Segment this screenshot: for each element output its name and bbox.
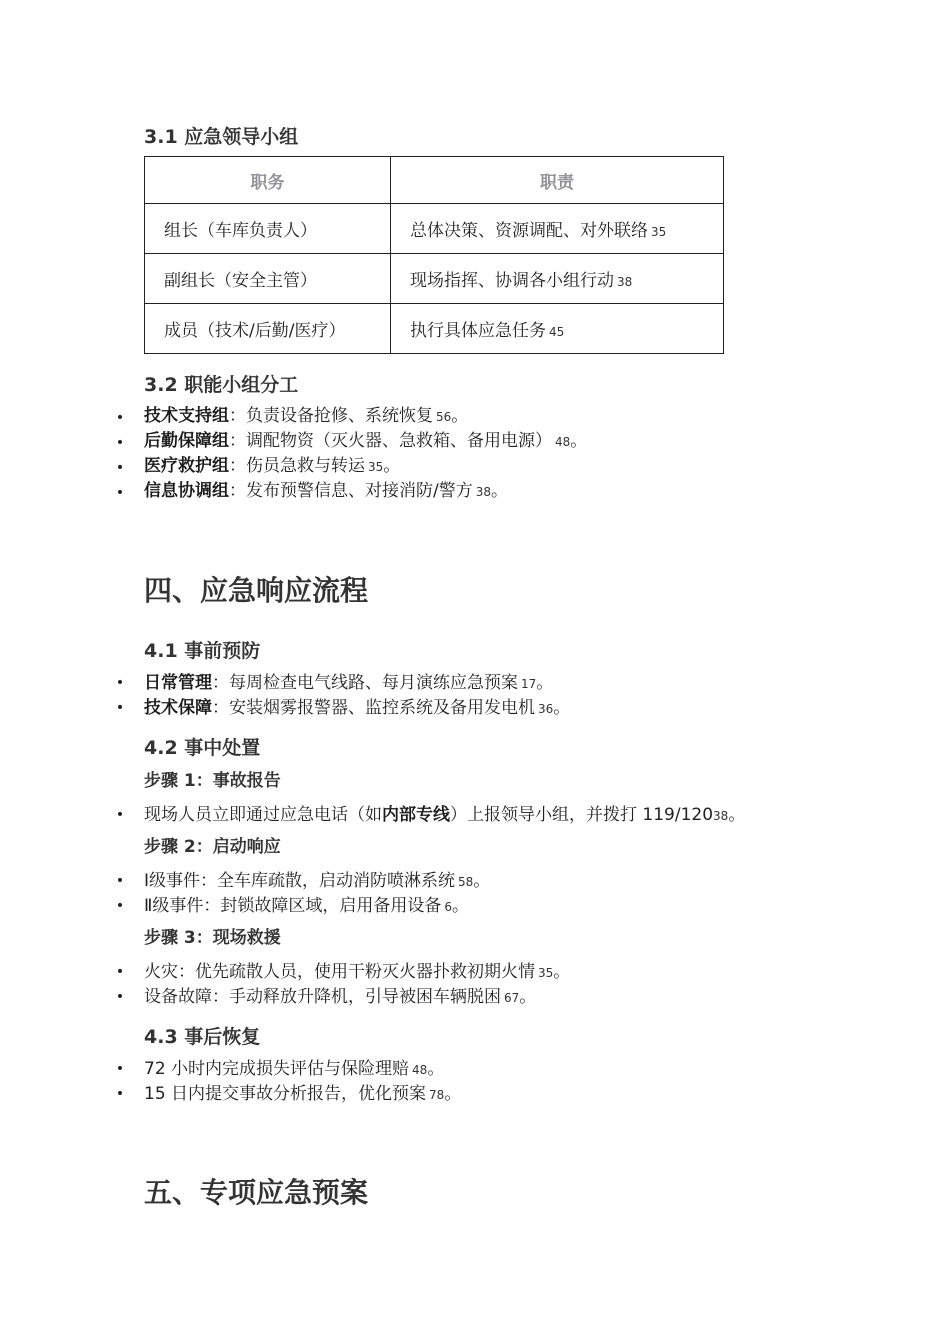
item-end: 。 (519, 987, 537, 1007)
bullet-dot: • (115, 435, 125, 451)
table-cell-duty (391, 204, 724, 254)
table-header-duty: 职责 (391, 157, 724, 204)
reference-number: 35 (651, 225, 667, 239)
list-item (115, 696, 571, 721)
section-4-1-heading: 4.1 事前预防 (144, 640, 261, 662)
step-1-heading: 步骤 1：事故报告 (144, 771, 281, 791)
section-3-1-heading: 3.1 应急领导小组 (144, 126, 299, 148)
item-end: 。 (570, 431, 588, 451)
reference-number: 38 (713, 809, 729, 823)
reference-number: 56 (436, 410, 452, 424)
item-text: 72 小时内完成损失评估与保险理赔 (144, 1059, 410, 1079)
bullet-dot: • (115, 675, 125, 691)
list-item (115, 404, 587, 429)
list-item (115, 1082, 462, 1107)
list-item (115, 803, 746, 828)
step-1-list (115, 803, 746, 828)
reference-number: 17 (521, 677, 537, 691)
list-item (115, 1057, 461, 1082)
reference-number: 48 (555, 435, 571, 449)
list-item (115, 985, 570, 1010)
duty-text: 执行具体应急任务 (410, 321, 546, 341)
step-3-heading: 步骤 3：现场救援 (144, 928, 281, 948)
table-header-role: 职务 (145, 157, 391, 204)
item-end: 。 (473, 871, 491, 891)
list-item (115, 454, 587, 479)
reference-number: 45 (549, 325, 565, 339)
table-row (145, 204, 724, 254)
table-cell-duty (391, 254, 724, 304)
bullet-dot: • (115, 1061, 125, 1077)
item-text: 火灾：优先疏散人员，使用干粉灭火器扑救初期火情 (144, 962, 535, 982)
item-text: Ⅱ级事件：封锁故障区域，启用备用设备 (144, 896, 442, 916)
bullet-dot: • (115, 964, 125, 980)
duty-text: 现场指挥、协调各小组行动 (410, 271, 614, 291)
reference-number: 38 (475, 485, 492, 499)
item-end: 。 (553, 698, 571, 718)
item-separator: ： (212, 673, 229, 693)
table-cell-duty (391, 304, 724, 354)
item-separator: ： (229, 481, 246, 501)
item-end: 。 (427, 1059, 445, 1079)
list-item (115, 671, 570, 696)
step-2-heading: 步骤 2：启动响应 (144, 837, 281, 857)
item-separator: ： (229, 406, 246, 426)
bullet-dot: • (115, 700, 125, 716)
list-item (115, 429, 588, 454)
bullet-dot: • (115, 460, 125, 476)
item-text: ）上报领导小组，并拨打 119/120 (450, 805, 714, 825)
reference-number: 35 (368, 460, 384, 474)
chapter-4-heading: 四、应急响应流程 (144, 574, 369, 607)
item-end: 。 (451, 406, 469, 426)
item-text: 负责设备抢修、系统恢复 (246, 406, 433, 426)
table-cell-role: 副组长（安全主管） (145, 254, 391, 304)
item-bold-text: 内部专线 (382, 805, 450, 825)
section-4-3-heading: 4.3 事后恢复 (144, 1026, 261, 1048)
bullet-dot: • (115, 989, 125, 1005)
step-2-list (115, 869, 491, 919)
item-end: 。 (728, 805, 746, 825)
item-end: 。 (491, 481, 509, 501)
list-item (115, 894, 490, 919)
item-label: 技术支持组 (144, 406, 229, 426)
item-text: 设备故障：手动释放升降机，引导被困车辆脱困 (144, 987, 501, 1007)
reference-number: 35 (538, 966, 554, 980)
item-label: 技术保障 (144, 698, 212, 718)
item-text: 每周检查电气线路、每月演练应急预案 (229, 673, 518, 693)
reference-number: 38 (617, 275, 633, 289)
reference-number: 48 (412, 1063, 428, 1077)
item-separator: ： (229, 456, 246, 476)
table-row (145, 304, 724, 354)
item-text: 15 日内提交事故分析报告，优化预案 (144, 1084, 427, 1104)
bullet-dot: • (115, 873, 125, 889)
functional-groups-list (115, 404, 588, 504)
item-text: 安装烟雾报警器、监控系统及备用发电机 (229, 698, 535, 718)
item-separator: ： (229, 431, 246, 451)
item-end: 。 (383, 456, 401, 476)
item-text: Ⅰ级事件：全车库疏散，启动消防喷淋系统 (144, 871, 456, 891)
item-separator: ： (212, 698, 229, 718)
section-3-2-heading: 3.2 职能小组分工 (144, 374, 299, 396)
step-3-list (115, 960, 571, 1010)
list-item (115, 960, 571, 985)
prevention-list (115, 671, 571, 721)
table-cell-role: 组长（车库负责人） (145, 204, 391, 254)
recovery-list (115, 1057, 462, 1107)
item-text: 伤员急救与转运 (246, 456, 365, 476)
chapter-5-heading: 五、专项应急预案 (144, 1176, 369, 1209)
item-text: 现场人员立即通过应急电话（如 (144, 805, 382, 825)
bullet-dot: • (115, 485, 125, 501)
section-4-2-heading: 4.2 事中处置 (144, 737, 261, 759)
item-label: 后勤保障组 (144, 431, 229, 451)
reference-number: 67 (504, 991, 520, 1005)
item-label: 医疗救护组 (144, 456, 229, 476)
table-cell-role: 成员（技术/后勤/医疗） (145, 304, 391, 354)
duty-text: 总体决策、资源调配、对外联络 (410, 221, 648, 241)
item-label: 日常管理 (144, 673, 212, 693)
leadership-table (144, 156, 724, 354)
list-item (115, 869, 491, 894)
item-text: 调配物资（灭火器、急救箱、备用电源） (246, 431, 552, 451)
bullet-dot: • (115, 807, 125, 823)
item-end: 。 (452, 896, 470, 916)
table-row (145, 254, 724, 304)
bullet-dot: • (115, 410, 125, 426)
item-end: 。 (444, 1084, 462, 1104)
table-header-row (145, 157, 724, 204)
item-text: 发布预警信息、对接消防/警方 (246, 481, 473, 501)
item-end: 。 (553, 962, 571, 982)
reference-number: 36 (538, 702, 554, 716)
bullet-dot: • (115, 898, 125, 914)
list-item (115, 479, 587, 504)
reference-number: 78 (429, 1088, 445, 1102)
reference-number: 58 (458, 875, 474, 889)
reference-number: 6 (444, 900, 453, 914)
item-label: 信息协调组 (144, 481, 229, 501)
bullet-dot: • (115, 1086, 125, 1102)
item-end: 。 (536, 673, 554, 693)
